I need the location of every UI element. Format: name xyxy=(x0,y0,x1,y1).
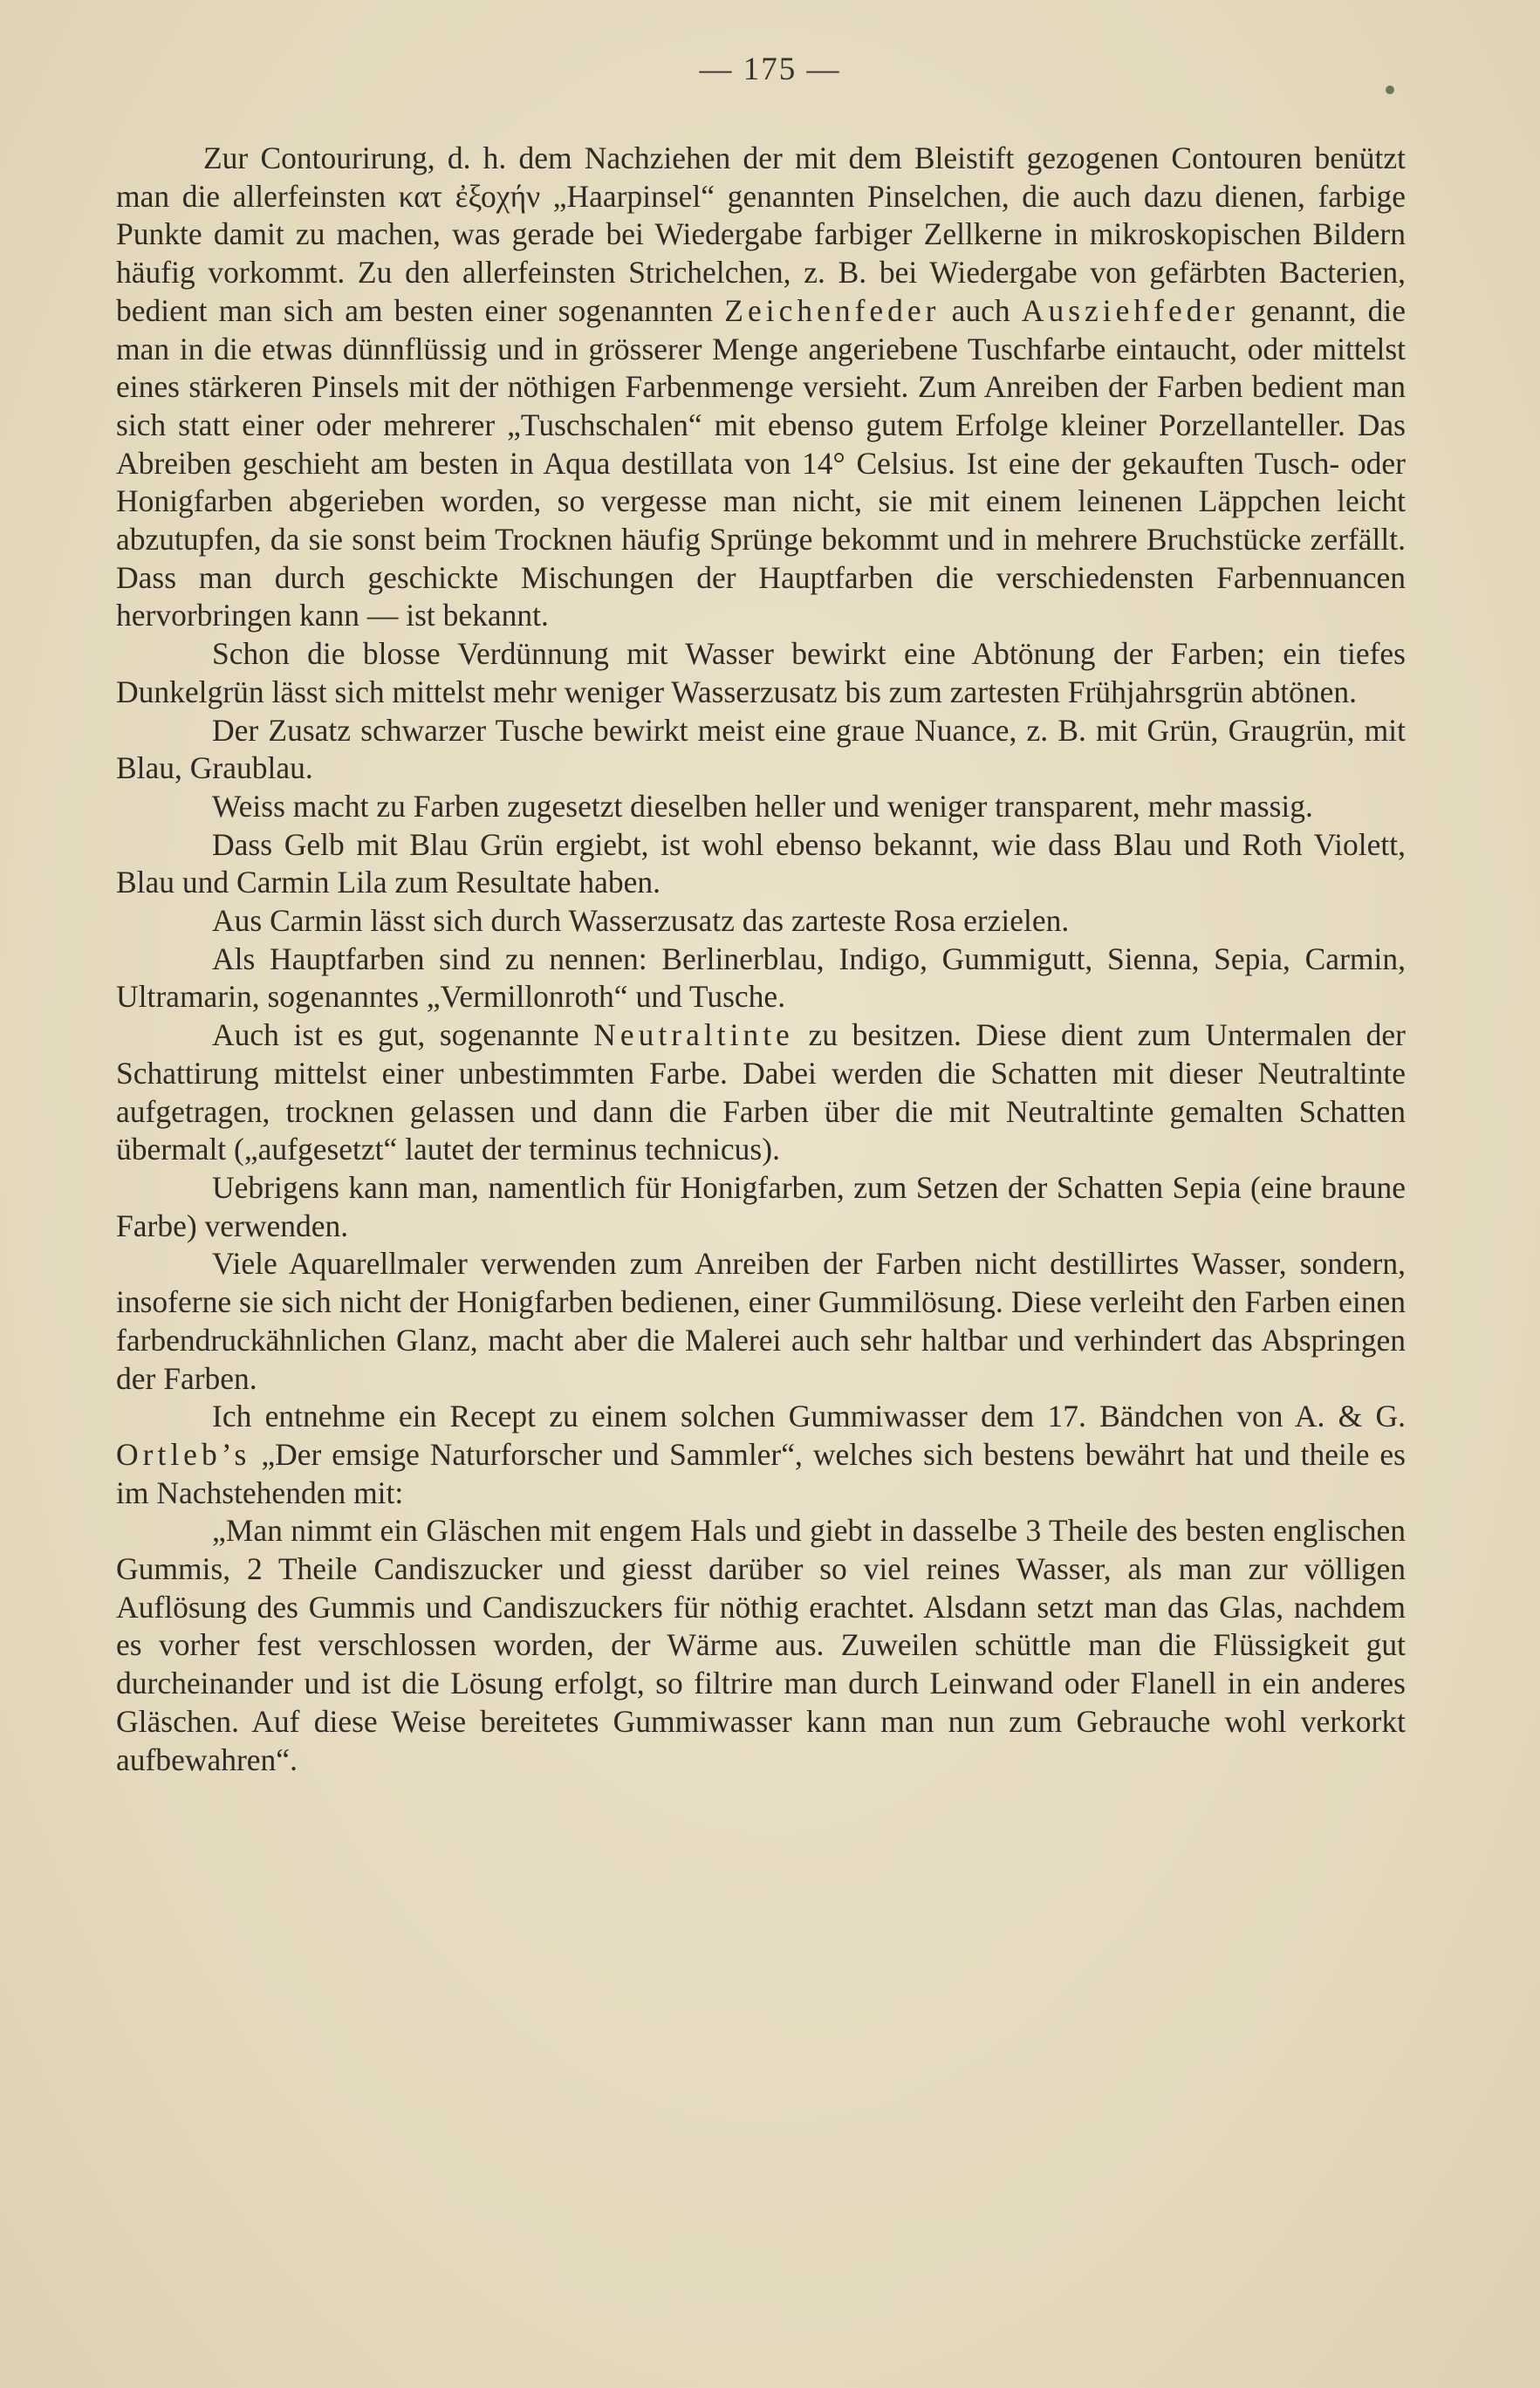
paragraph xyxy=(116,941,1406,1016)
text-run: Zur Contourirung, d. h. dem Nachziehen der mit dem Bleistift gezogenen Contouren benützt man die allerfeinsten κατ ἐξοχήν „Haarpinsel“ genannten Pinselchen, die auch dazu dienen, farbige Punkte damit zu machen, was gerade bei Wiedergabe farbiger Zellkerne in mikroskopischen Bildern häufig vorkommt. Zu den allerfeinsten Strichelchen, z. B. bei Wiedergabe von gefärbten Bacterien, bedient man sich am besten einer sogenannten xyxy=(116,140,1406,328)
paragraph xyxy=(116,788,1406,826)
spaced-term: Ortleb’s xyxy=(116,1436,251,1472)
ink-spot xyxy=(1386,86,1394,94)
paragraph xyxy=(116,1169,1406,1245)
spaced-term: Ausziehfeder xyxy=(1021,292,1240,328)
text-run: auch xyxy=(940,292,1022,328)
paragraph xyxy=(116,1245,1406,1398)
text-run: Auch ist es gut, sogenannte xyxy=(212,1017,594,1053)
text-run: Dass Gelb mit Blau Grün ergiebt, ist wohl ebenso bekannt, wie dass Blau und Roth Violett, Blau und Carmin Lila zum Resultate haben. xyxy=(116,826,1406,900)
text-run: Schon die blosse Verdünnung mit Wasser bewirkt eine Abtönung der Farben; ein tiefes Dunkelgrün lässt sich mittelst mehr weniger Wasserzusatz bis zum zartesten Frühjahrsgrün abtönen. xyxy=(116,636,1406,709)
paragraph xyxy=(116,712,1406,788)
text-run: Weiss macht zu Farben zugesetzt dieselben heller und weniger transparent, mehr massig. xyxy=(212,788,1313,824)
text-run: „Der emsige Naturforscher und Sammler“, welches sich bestens bewährt hat und theile es im Nachstehenden mit: xyxy=(116,1436,1406,1510)
text-run: Als Hauptfarben sind zu nennen: Berlinerblau, Indigo, Gummigutt, Sienna, Sepia, Carmin, Ultramarin, sogenanntes „Vermillonroth“ und Tusche. xyxy=(116,941,1406,1015)
paragraph xyxy=(116,1398,1406,1512)
body-text xyxy=(116,140,1406,1779)
paragraph xyxy=(116,1512,1406,1779)
text-run: Aus Carmin lässt sich durch Wasserzusatz das zarteste Rosa erzielen. xyxy=(212,903,1070,939)
text-run: zu besitzen. Diese dient zum Untermalen der Schattirung mittelst einer unbestimmten Farbe. Dabei werden die Schatten mit dieser Neutraltinte aufgetragen, trocknen gelassen und dann die Farben über die mit Neutraltinte gemalten Schatten übermalt („aufgesetzt“ lautet der terminus technicus). xyxy=(116,1017,1406,1167)
text-run: genannt, die man in die etwas dünnflüssig und in grösserer Menge angeriebene Tuschfarbe eintaucht, oder mittelst eines stärkeren Pinsels mit der nöthigen Farbenmenge versieht. Zum Anreiben der Farben bedient man sich statt einer oder mehrerer „Tuschschalen“ mit ebenso gutem Erfolge kleiner Porzellanteller. Das Abreiben geschieht am besten in Aqua destillata von 14° Celsius. Ist eine der gekauften Tusch- oder Honigfarben abgerieben worden, so vergesse man nicht, sie mit einem leinenen Läppchen leicht abzutupfen, da sie sonst beim Trocknen häufig Sprünge bekommt und in mehrere Bruchstücke zerfällt. Dass man durch geschickte Mischungen der Hauptfarben die verschiedensten Farbennuancen hervorbringen kann — ist bekannt. xyxy=(116,292,1406,633)
paragraph xyxy=(116,140,1406,635)
spaced-term: Neutraltinte xyxy=(593,1017,794,1053)
spaced-term: Zeichenfeder xyxy=(724,292,941,328)
page-number: — 175 — xyxy=(699,51,841,87)
paragraph xyxy=(116,635,1406,711)
paragraph xyxy=(116,1016,1406,1169)
paragraph xyxy=(116,826,1406,902)
text-run: Uebrigens kann man, namentlich für Honigfarben, zum Setzen der Schatten Sepia (eine braune Farbe) verwenden. xyxy=(116,1169,1406,1243)
text-run: „Man nimmt ein Gläschen mit engem Hals und giebt in dasselbe 3 Theile des besten englischen Gummis, 2 Theile Candiszucker und giesst darüber so viel reines Wasser, als man zur völligen Auflösung des Gummis und Candiszuckers für nöthig erachtet. Alsdann setzt man das Glas, nachdem es vorher fest verschlossen worden, der Wärme aus. Zuweilen schüttle man die Flüssigkeit gut durcheinander und ist die Lösung erfolgt, so filtrire man durch Leinwand oder Flanell in ein anderes Gläschen. Auf diese Weise bereitetes Gummiwasser kann man nun zum Gebrauche wohl verkorkt aufbewahren“. xyxy=(116,1513,1406,1777)
text-run: Viele Aquarellmaler verwenden zum Anreiben der Farben nicht destillirtes Wasser, sondern, insoferne sie sich nicht der Honigfarben bedienen, einer Gummilösung. Diese verleiht den Farben einen farbendruckähnlichen Glanz, macht aber die Malerei auch sehr haltbar und verhindert das Abspringen der Farben. xyxy=(116,1246,1406,1396)
text-run: Ich entnehme ein Recept zu einem solchen Gummiwasser dem 17. Bändchen von A. & G. xyxy=(212,1399,1406,1434)
paragraph xyxy=(116,902,1406,941)
text-run: Der Zusatz schwarzer Tusche bewirkt meist eine graue Nuance, z. B. mit Grün, Graugrün, mit Blau, Graublau. xyxy=(116,712,1406,786)
